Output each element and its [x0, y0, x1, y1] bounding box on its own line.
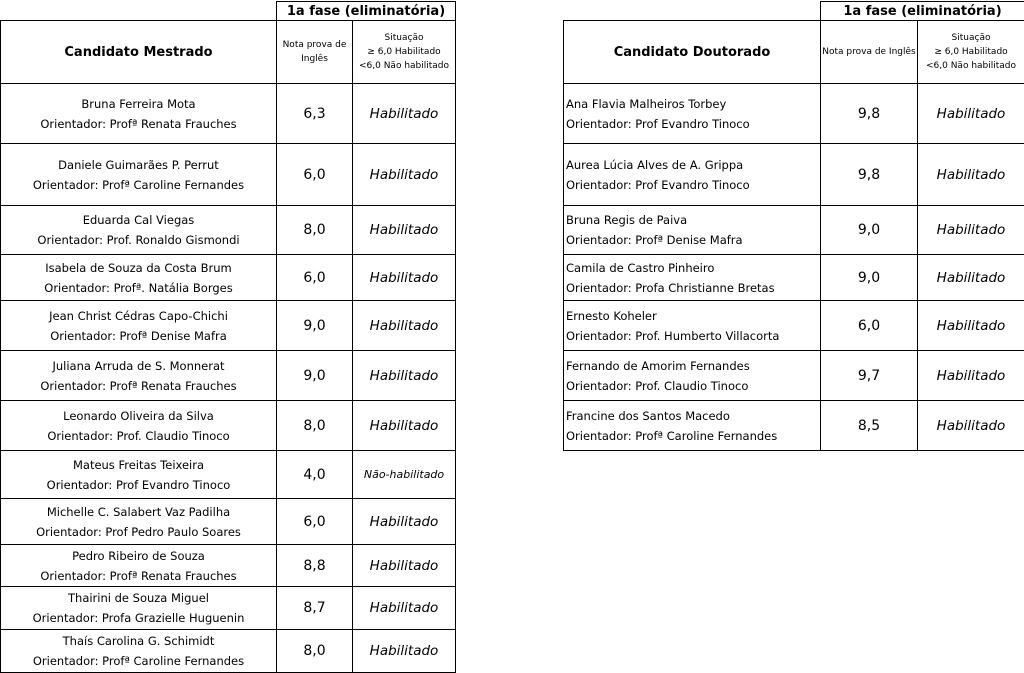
- nota-cell: 8,7: [277, 587, 353, 630]
- candidate-advisor: Orientador: Prof Evandro Tinoco: [566, 114, 820, 134]
- nota-cell: 8,5: [821, 401, 918, 451]
- candidate-name: Bruna Regis de Paiva: [566, 210, 820, 230]
- table-row: [564, 351, 1024, 401]
- candidate-name: Ernesto Koheler: [566, 306, 820, 326]
- phase-header: 1a fase (eliminatória): [277, 2, 456, 21]
- candidate-cell: [1, 401, 277, 451]
- candidate-name: Ana Flavia Malheiros Torbey: [566, 94, 820, 114]
- status-cell: Habilitado: [918, 301, 1024, 351]
- nota-header: Nota prova de Inglês: [821, 21, 918, 84]
- candidate-name: Bruna Ferreira Mota: [1, 94, 276, 114]
- status-cell: Habilitado: [918, 206, 1024, 255]
- status-cell: Habilitado: [353, 301, 456, 351]
- candidate-cell: [1, 545, 277, 587]
- nota-cell: 9,8: [821, 144, 918, 206]
- candidate-advisor: Orientador: Profa Christianne Bretas: [566, 278, 820, 298]
- nota-cell: 8,0: [277, 206, 353, 255]
- table-row: [564, 401, 1024, 451]
- table-row: [564, 84, 1024, 144]
- situacao-line: ≥ 6,0 Habilitado: [918, 45, 1024, 59]
- nota-header: Nota prova de Inglês: [277, 21, 353, 84]
- table-row: [1, 630, 456, 673]
- nota-cell: 8,8: [277, 545, 353, 587]
- mestrado-table: [0, 1, 456, 673]
- table-row: [1, 144, 456, 206]
- candidate-advisor: Orientador: Profª Caroline Fernandes: [1, 175, 276, 195]
- nota-cell: 9,8: [821, 84, 918, 144]
- candidate-cell: [1, 587, 277, 630]
- blank-corner: [1, 2, 277, 21]
- status-cell: Habilitado: [918, 144, 1024, 206]
- status-cell: Habilitado: [918, 255, 1024, 301]
- candidate-cell: [564, 255, 821, 301]
- nota-cell: 6,3: [277, 84, 353, 144]
- status-cell: Habilitado: [353, 84, 456, 144]
- table-row: [1, 84, 456, 144]
- table-row: [1, 401, 456, 451]
- candidate-advisor: Orientador: Profª Caroline Fernandes: [566, 426, 820, 446]
- nota-cell: 9,0: [277, 351, 353, 401]
- candidate-cell: [564, 351, 821, 401]
- doutorado-table: [563, 1, 1024, 451]
- candidate-cell: [564, 401, 821, 451]
- candidate-name: Thaís Carolina G. Schimidt: [1, 631, 276, 651]
- candidate-advisor: Orientador: Prof. Claudio Tinoco: [1, 426, 276, 446]
- table-row: [564, 206, 1024, 255]
- candidate-cell: [1, 255, 277, 301]
- candidate-cell: [1, 351, 277, 401]
- candidate-advisor: Orientador: Prof. Claudio Tinoco: [566, 376, 820, 396]
- nota-cell: 6,0: [277, 499, 353, 545]
- candidate-name: Fernando de Amorim Fernandes: [566, 356, 820, 376]
- status-cell: Habilitado: [918, 401, 1024, 451]
- status-cell: Habilitado: [353, 587, 456, 630]
- status-cell: Habilitado: [918, 84, 1024, 144]
- candidate-cell: [564, 84, 821, 144]
- status-cell: Habilitado: [353, 144, 456, 206]
- candidate-advisor: Orientador: Profª Renata Frauches: [1, 114, 276, 134]
- nota-cell: 9,7: [821, 351, 918, 401]
- nota-cell: 6,0: [821, 301, 918, 351]
- nota-cell: 6,0: [277, 255, 353, 301]
- status-cell: Habilitado: [918, 351, 1024, 401]
- nota-cell: 9,0: [821, 206, 918, 255]
- table-row: [1, 451, 456, 499]
- candidate-name: Aurea Lúcia Alves de A. Grippa: [566, 155, 820, 175]
- candidate-name: Camila de Castro Pinheiro: [566, 258, 820, 278]
- table-row: [1, 499, 456, 545]
- nota-cell: 6,0: [277, 144, 353, 206]
- situacao-line: ≥ 6,0 Habilitado: [353, 45, 455, 59]
- candidate-name: Mateus Freitas Teixeira: [1, 455, 276, 475]
- table-row: [564, 144, 1024, 206]
- candidate-advisor: Orientador: Prof Pedro Paulo Soares: [1, 522, 276, 542]
- candidate-name: Jean Christ Cédras Capo-Chichi: [1, 306, 276, 326]
- candidate-name: Leonardo Oliveira da Silva: [1, 406, 276, 426]
- status-cell: Habilitado: [353, 499, 456, 545]
- candidate-advisor: Orientador: Profª Denise Mafra: [566, 230, 820, 250]
- candidate-advisor: Orientador: Prof Evandro Tinoco: [1, 475, 276, 495]
- status-cell: Habilitado: [353, 351, 456, 401]
- candidate-advisor: Orientador: Profª Renata Frauches: [1, 376, 276, 396]
- doutorado-title: Candidato Doutorado: [564, 21, 821, 84]
- candidate-name: Thairini de Souza Miguel: [1, 588, 276, 608]
- nota-cell: 8,0: [277, 630, 353, 673]
- candidate-cell: [564, 206, 821, 255]
- status-cell: Habilitado: [353, 401, 456, 451]
- candidate-cell: [1, 499, 277, 545]
- situacao-line: Situação: [353, 31, 455, 45]
- candidate-cell: [1, 144, 277, 206]
- situacao-header: [353, 21, 456, 84]
- candidate-cell: [1, 84, 277, 144]
- candidate-name: Michelle C. Salabert Vaz Padilha: [1, 502, 276, 522]
- candidate-cell: [1, 301, 277, 351]
- candidate-advisor: Orientador: Profa Grazielle Huguenin: [1, 608, 276, 628]
- candidate-name: Isabela de Souza da Costa Brum: [1, 258, 276, 278]
- candidate-advisor: Orientador: Prof Evandro Tinoco: [566, 175, 820, 195]
- candidate-name: Juliana Arruda de S. Monnerat: [1, 356, 276, 376]
- candidate-advisor: Orientador: Prof. Humberto Villacorta: [566, 326, 820, 346]
- mestrado-title: Candidato Mestrado: [1, 21, 277, 84]
- candidate-name: Pedro Ribeiro de Souza: [1, 546, 276, 566]
- nota-cell: 9,0: [821, 255, 918, 301]
- situacao-line: Situação: [918, 31, 1024, 45]
- situacao-line: <6,0 Não habilitado: [353, 59, 455, 73]
- status-cell: Não-habilitado: [353, 451, 456, 499]
- nota-cell: 4,0: [277, 451, 353, 499]
- candidate-advisor: Orientador: Profª Denise Mafra: [1, 326, 276, 346]
- status-cell: Habilitado: [353, 255, 456, 301]
- table-row: [1, 587, 456, 630]
- candidate-advisor: Orientador: Profª. Natália Borges: [1, 278, 276, 298]
- candidate-name: Francine dos Santos Macedo: [566, 406, 820, 426]
- candidate-cell: [1, 206, 277, 255]
- phase-header: 1a fase (eliminatória): [821, 2, 1024, 21]
- candidate-name: Eduarda Cal Viegas: [1, 210, 276, 230]
- situacao-line: <6,0 Não habilitado: [918, 59, 1024, 73]
- candidate-name: Daniele Guimarães P. Perrut: [1, 155, 276, 175]
- table-row: [564, 255, 1024, 301]
- status-cell: Habilitado: [353, 206, 456, 255]
- candidate-advisor: Orientador: Profª Renata Frauches: [1, 566, 276, 586]
- table-row: [1, 301, 456, 351]
- nota-cell: 9,0: [277, 301, 353, 351]
- candidate-cell: [1, 630, 277, 673]
- candidate-advisor: Orientador: Profª Caroline Fernandes: [1, 651, 276, 671]
- table-row: [1, 206, 456, 255]
- situacao-header: [918, 21, 1024, 84]
- status-cell: Habilitado: [353, 630, 456, 673]
- candidate-cell: [1, 451, 277, 499]
- candidate-advisor: Orientador: Prof. Ronaldo Gismondi: [1, 230, 276, 250]
- blank-corner: [564, 2, 821, 21]
- table-row: [1, 351, 456, 401]
- status-cell: Habilitado: [353, 545, 456, 587]
- candidate-cell: [564, 144, 821, 206]
- candidate-cell: [564, 301, 821, 351]
- table-row: [1, 255, 456, 301]
- nota-cell: 8,0: [277, 401, 353, 451]
- table-row: [564, 301, 1024, 351]
- table-row: [1, 545, 456, 587]
